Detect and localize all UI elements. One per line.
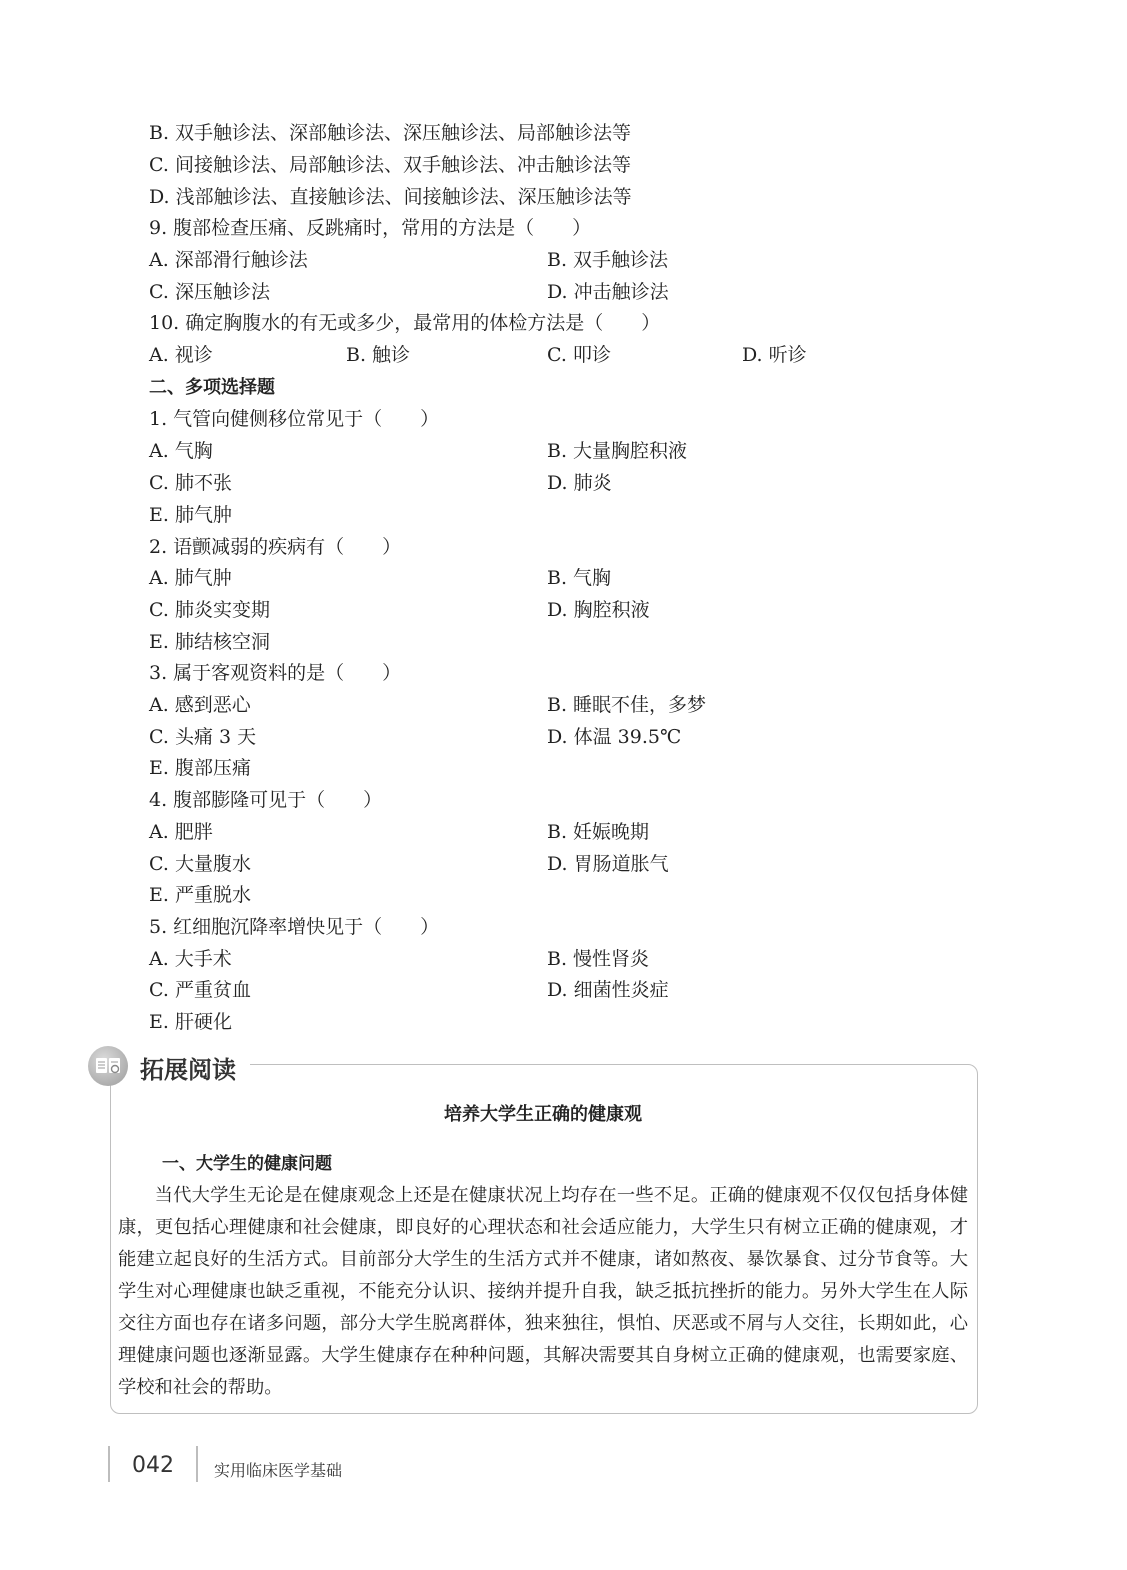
q9-option-d: D. 冲击触诊法 [547, 281, 669, 303]
mq2-option-a: A. 肺气肿 [149, 567, 232, 589]
article-title: 培养大学生正确的健康观 [444, 1104, 642, 1125]
mq5-option-e: E. 肝硬化 [149, 1011, 232, 1033]
mq5-option-d: D. 细菌性炎症 [547, 979, 669, 1001]
q8-option-d: D. 浅部触诊法、直接触诊法、间接触诊法、深压触诊法等 [149, 186, 632, 208]
mq1-stem: 1. 气管向健侧移位常见于（ ） [149, 408, 440, 430]
mq4-option-d: D. 胃肠道胀气 [547, 853, 669, 875]
mq2-stem: 2. 语颤减弱的疾病有（ ） [149, 536, 402, 558]
mq3-option-e: E. 腹部压痛 [149, 757, 251, 779]
mq1-option-d: D. 肺炎 [547, 472, 612, 494]
q9-option-c: C. 深压触诊法 [149, 281, 270, 303]
book-title: 实用临床医学基础 [214, 1461, 343, 1480]
mq5-option-c: C. 严重贫血 [149, 979, 251, 1001]
q10-option-c: C. 叩诊 [547, 344, 611, 366]
q9-option-a: A. 深部滑行触诊法 [149, 249, 308, 271]
mq3-option-b: B. 睡眠不佳，多梦 [547, 694, 707, 716]
mq5-option-a: A. 大手术 [149, 948, 232, 970]
mq1-option-e: E. 肺气肿 [149, 504, 232, 526]
article-subheading: 一、大学生的健康问题 [162, 1154, 332, 1174]
mq5-stem: 5. 红细胞沉降率增快见于（ ） [149, 916, 440, 938]
mq4-option-e: E. 严重脱水 [149, 884, 251, 906]
mq1-option-c: C. 肺不张 [149, 472, 232, 494]
mq5-option-b: B. 慢性肾炎 [547, 948, 650, 970]
mq2-option-c: C. 肺炎实变期 [149, 599, 270, 621]
footer-divider [108, 1446, 110, 1482]
footer-divider [196, 1446, 198, 1482]
mq3-option-d: D. 体温 39.5℃ [547, 726, 682, 748]
q9-option-b: B. 双手触诊法 [547, 249, 669, 271]
q10-option-b: B. 触诊 [346, 344, 411, 366]
q8-option-b: B. 双手触诊法、深部触诊法、深压触诊法、局部触诊法等 [149, 122, 632, 144]
mq4-option-c: C. 大量腹水 [149, 853, 251, 875]
mq2-option-d: D. 胸腔积液 [547, 599, 650, 621]
q10-option-a: A. 视诊 [149, 344, 213, 366]
mq4-stem: 4. 腹部膨隆可见于（ ） [149, 789, 383, 811]
mq3-option-c: C. 头痛 3 天 [149, 726, 257, 748]
mq1-option-a: A. 气胸 [149, 440, 213, 462]
mq1-option-b: B. 大量胸腔积液 [547, 440, 688, 462]
mq2-option-b: B. 气胸 [547, 567, 612, 589]
book-icon [88, 1046, 128, 1086]
mq4-option-a: A. 肥胖 [149, 821, 213, 843]
article-paragraph: 当代大学生无论是在健康观念上还是在健康状况上均存在一些不足。正确的健康观不仅仅包括身体健康，更包括心理健康和社会健康，即良好的心理状态和社会适应能力，大学生只有树立正确的健康观，才能建立起良好的生活方式。目前部分大学生的生活方式并不健康，诸如熬夜、暴饮暴食、过分节食等。大学生对心理健康也缺乏重视，不能充分认识、接纳并提升自我，缺乏抵抗挫折的能力。另外大学生在人际交往方面也存在诸多问题，部分大学生脱离群体，独来独往，惧怕、厌恶或不屑与人交往，长期如此，心理健康问题也逐渐显露。大学生健康存在种种问题，其解决需要其自身树立正确的健康观，也需要家庭、学校和社会的帮助。 [118, 1185, 968, 1398]
q9-stem: 9. 腹部检查压痛、反跳痛时，常用的方法是（ ） [149, 217, 592, 239]
section-heading: 二、多项选择题 [149, 377, 275, 398]
mq3-stem: 3. 属于客观资料的是（ ） [149, 662, 402, 684]
extension-label: 拓展阅读 [140, 1056, 236, 1084]
mq4-option-b: B. 妊娠晚期 [547, 821, 650, 843]
q10-option-d: D. 听诊 [742, 344, 807, 366]
mq2-option-e: E. 肺结核空洞 [149, 631, 270, 653]
q10-stem: 10. 确定胸腹水的有无或多少，最常用的体检方法是（ ） [149, 312, 661, 334]
q8-option-c: C. 间接触诊法、局部触诊法、双手触诊法、冲击触诊法等 [149, 154, 631, 176]
mq3-option-a: A. 感到恶心 [149, 694, 251, 716]
page-number: 042 [132, 1453, 174, 1478]
